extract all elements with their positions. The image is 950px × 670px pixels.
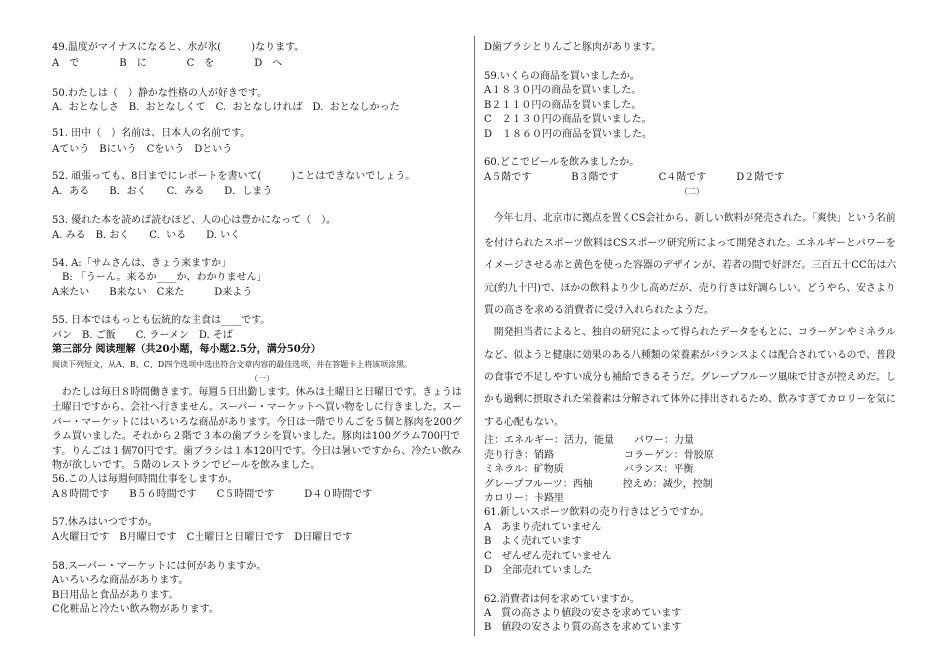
passage-two-line: など、似ようと健康に効果のある八種類の栄養素がバランスよくは配合されているので、普段: [484, 350, 896, 361]
passage-two-line: かも過剰に摂取された栄養素は分解されて体外に排出されるため、飲みすぎてカロリーを気に: [484, 394, 896, 405]
question-55: 55. 日本ではもっとも伝統的な主食は____です。: [52, 315, 271, 326]
question-62: 62.消費者は何を求めていますか。: [484, 594, 640, 605]
question-61-option-c: C ぜんぜん売れていません: [484, 551, 612, 562]
question-49: 49.温度がマイナスになると、水が氷( )なります。: [52, 42, 305, 53]
question-61: 61.新しいスポーツ飲料の売り行きはどうですか。: [484, 507, 710, 518]
question-50: 50.わたしは（ ）静かな性格の人が好きです。: [52, 88, 268, 99]
glossary-line: グレープフルーツ：西柚 控えめ：减少，控制: [484, 479, 713, 490]
question-57: 57.休みはいつですか。: [52, 517, 158, 528]
passage-two-line: 開発担当者によると、独自の研究によって得られたデータをもとに、コラーゲンやミネラル: [484, 327, 896, 338]
passage-two-line: イメージさせる赤と黄色を使った容器のデザインが、若者の間で好評だ。三百五十CC缶は六: [484, 260, 897, 271]
question-62-option-a: A 質の高さより値段の安さを求めています: [484, 608, 682, 619]
glossary-line: 売り行き：销路 コラーゲン：骨胶原: [484, 450, 714, 461]
question-54-options: A来たい B来ない C来た D来よう: [52, 287, 253, 298]
passage-two-line: 元(約九十円)で、ほかの飲料より少し高めだが、売り行きは好調らしい。どうやら、安さより: [484, 283, 896, 294]
question-60-options: A５階です B３階です C４階です D２階です: [484, 172, 785, 183]
passage-one-marker: （一）: [250, 374, 274, 383]
question-62-option-b: B 値段の安さより質の高さを求めています: [484, 622, 682, 633]
question-50-options: A. おとなしさ B. おとなしくて C. おとなしければ D. おとなしかった: [52, 102, 400, 113]
question-58-option-d: D歯ブラシとりんごと豚肉があります。: [484, 42, 662, 53]
question-59-option-a: A１８３０円の商品を買いました。: [484, 85, 642, 96]
question-59: 59.いくらの商品を買いましたか。: [484, 71, 640, 82]
question-54: 54. A:「サムさんは、きょう来ますか」: [52, 258, 232, 269]
question-56-options: A８時間です B５６時間です C５時間です D４０時間です: [52, 489, 373, 500]
question-61-option-b: B よく売れています: [484, 536, 582, 547]
section-instructions: 阅读下列短文，从A、B、C、D四个选项中选出符合文章内容的最佳选项，并在答题卡上将该项涂黑。: [52, 360, 413, 369]
glossary-note: 注：エネルギー：活力，能量 パワー：力量: [484, 435, 694, 446]
question-53: 53. 優れた本を読めば読むほど、人の心は豊かになって（ ）。: [52, 215, 337, 226]
passage-two-line: の食事で不足しやすい成分も補給できるそうだ。グレープフルーツ風味で甘さが控えめだ。し: [484, 372, 896, 383]
passage-one-line: す。りんごは１個70円です。歯ブラシは１本120円です。今日は暑いですから、冷たい飲み: [52, 446, 462, 457]
question-58-option-c: C化粧品と冷たい飲み物があります。: [52, 604, 219, 615]
question-59-option-c: C ２１３０円の商品を買いました。: [484, 114, 652, 125]
question-49-options: A で B に C を D へ: [52, 58, 283, 69]
passage-one-line: 物が欲しいです。５階のレストランでビールを飲みました。: [52, 460, 321, 471]
question-58: 58.スーパー・マーケットには何がありますか。: [52, 561, 267, 572]
passage-two-marker: （二）: [680, 187, 704, 196]
question-55-options: パン B. ご飯 C. ラーメン D. そば: [52, 330, 233, 341]
section-heading: 第三部分 阅读理解（共20小题，每小题2.5分，满分50分）: [52, 344, 321, 355]
question-54-line-b: B: 「うーん。来るか____か、わかりません」: [52, 272, 267, 283]
question-57-options: A火曜日です B月曜日です C土曜日と日曜日です D日曜日です: [52, 532, 353, 543]
question-60: 60.どこでビールを飲みましたか。: [484, 157, 640, 168]
question-58-option-b: B日用品と食品があります。: [52, 590, 179, 601]
passage-one-line: ラム買いました。それから２階で３本の歯ブラシを買いました。豚肉は100グラム700円で: [52, 431, 460, 442]
question-51: 51. 田中（ ）名前は、日本人の名前です。: [52, 128, 251, 139]
question-59-option-d: D １８６０円の商品を買いました。: [484, 129, 653, 140]
question-51-options: Aていう Bにいう Cをいう Dという: [52, 144, 233, 155]
question-52-options: A．ある B．おく C．みる D．しまう: [52, 186, 273, 197]
passage-two-line: する心配もない。: [484, 417, 564, 428]
question-52: 52. 頑張っても、8日までにレポートを書いて( )ことはできないでしょう。: [52, 171, 416, 182]
glossary-line: ミネラル：矿物质 バランス：平衡: [484, 464, 694, 475]
question-53-options: A. みる B. おく C. いる D. いく: [52, 230, 241, 241]
passage-two-line: 質の高さを求める消費者に受け入れられたようだ。: [484, 305, 714, 316]
passage-two-line: を付けられたスポーツ飲料はCSスポーツ研究所によって開発された。エネルギーとパワーを: [484, 238, 896, 249]
question-61-option-a: A あまり売れていません: [484, 522, 602, 533]
question-58-option-a: Aいろいろな商品があります。: [52, 575, 189, 586]
passage-one-line: 土曜日ですから、会社へ行きません。スーパー・マーケットへ買い物をしに行きました。スー: [52, 402, 462, 413]
column-divider: [474, 36, 475, 636]
passage-two-line: 今年七月、北京市に拠点を置くCS会社から、新しい飲料が発売された。「爽快」という名前: [484, 213, 896, 224]
passage-one-line: わたしは毎日８時間働きます。毎週５日出勤します。休みは土曜日と日曜日です。きょうは: [52, 387, 462, 398]
glossary-line: カロリー：卡路里: [484, 493, 564, 504]
question-61-option-d: D 全部売れていました: [484, 565, 593, 576]
passage-one-line: パー・マーケットにはいろいろな商品があります。今日は一階でりんごを５個と豚肉を200グ: [52, 417, 462, 428]
question-59-option-b: B２１１０円の商品を買いました。: [484, 100, 642, 111]
question-56: 56.この人は毎週何時間仕事をしますか。: [52, 474, 238, 485]
